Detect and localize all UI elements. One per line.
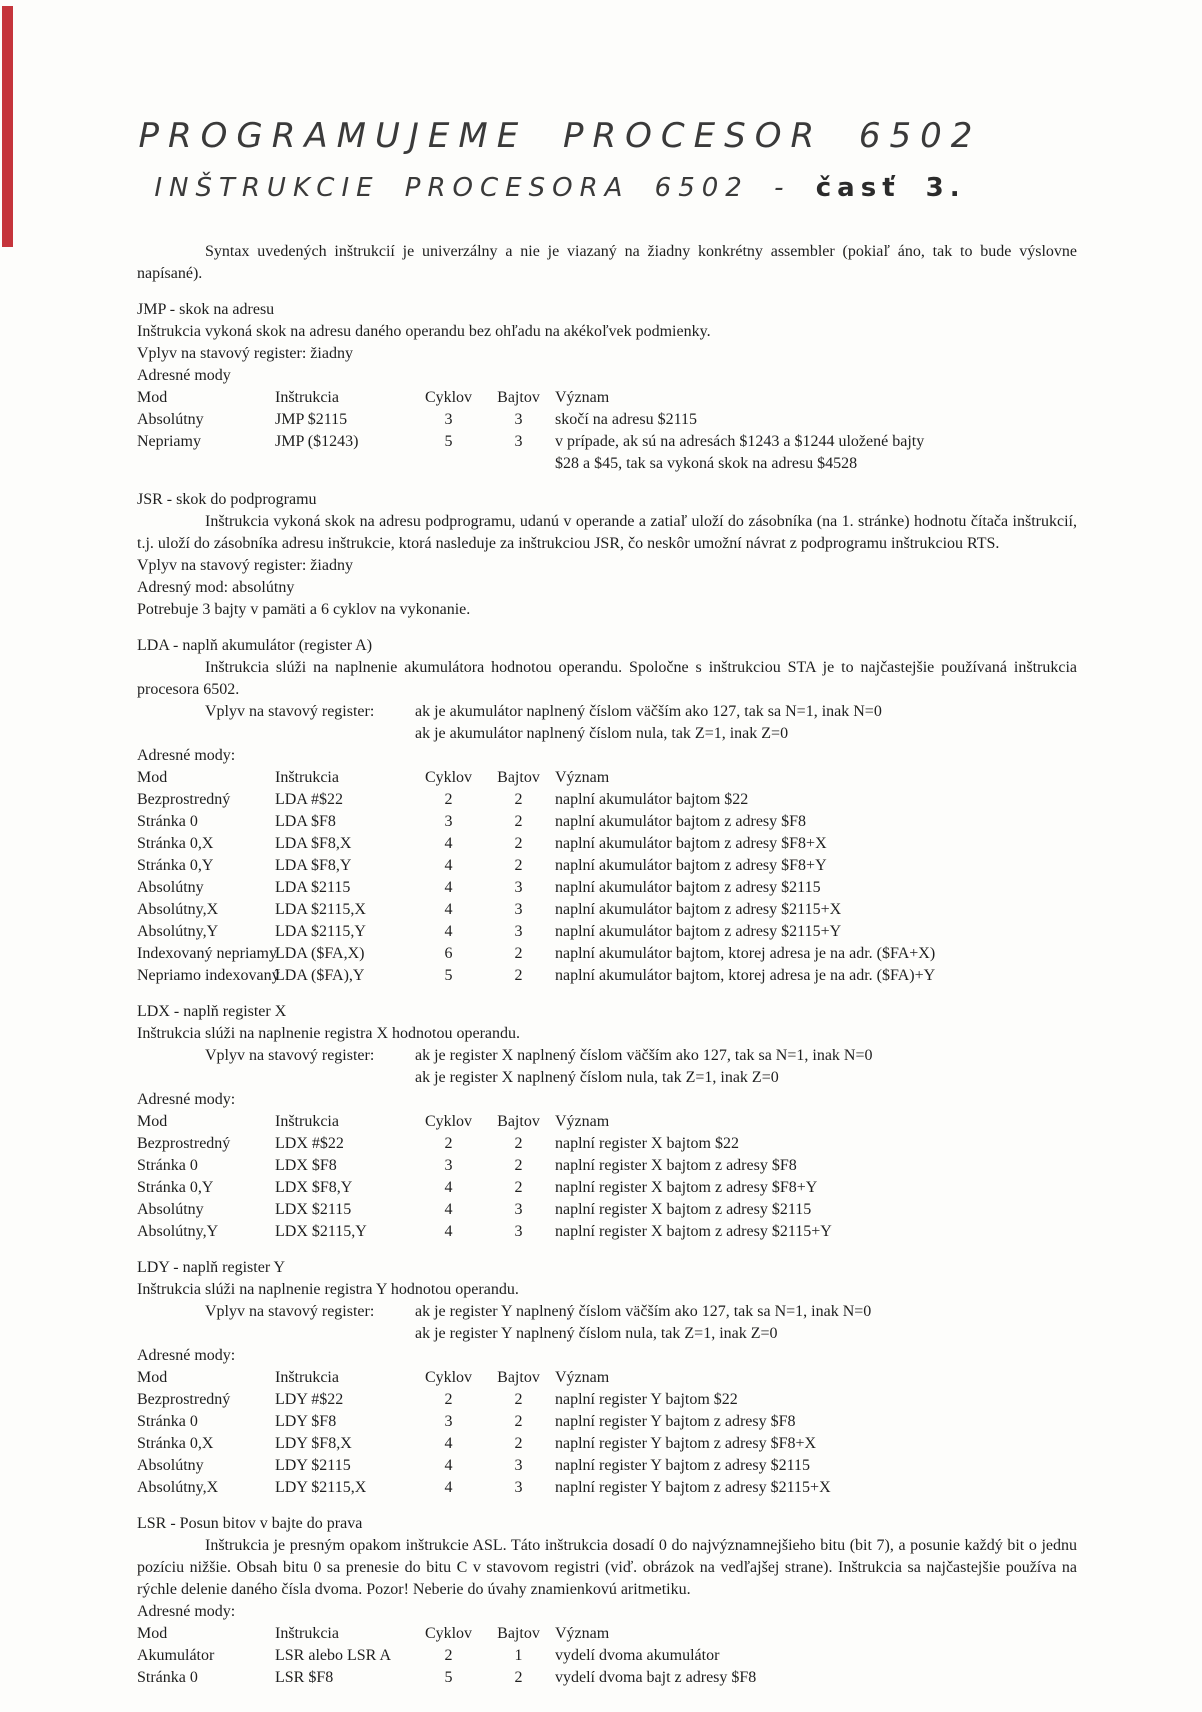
cell-mod: Absolútny,X <box>137 1479 219 1496</box>
cell-bytes: 3 <box>514 1457 523 1474</box>
cell-cycles: 4 <box>444 1179 453 1196</box>
paragraph: Inštrukcia je presným opakom inštrukcie ASL. Táto inštrukcia dosadí 0 do najvýznamnejšieho bitu (bit 7), a posunie každý bit o jednu pozíciu nižšie. Obsah bitu 0 sa prenesie do bitu C v stavovom registri (viď. obrázok na vedľajšej strane). Inštrukcia sa najčastejšie používa na rýchle delenie daného čísla dvoma. Pozor! Neberie do úvahy znamienkovú aritmetiku. <box>137 1537 1077 1598</box>
table-header-row <box>137 387 1077 409</box>
cell-mod: Indexovaný nepriamy <box>137 945 277 962</box>
meaning-line: naplní register Y bajtom z adresy $2115+X <box>555 1479 831 1496</box>
addressing-mode-table <box>137 1367 1077 1499</box>
cell-cycles: 3 <box>444 1157 453 1174</box>
cell-meaning <box>555 1133 1077 1155</box>
section-heading: LSR - Posun bitov v bajte do prava <box>137 1515 363 1532</box>
document-header <box>120 116 1060 203</box>
cell-bytes: 2 <box>514 1135 523 1152</box>
cell-bytes: 3 <box>514 433 523 450</box>
section-ldx <box>137 1001 1077 1243</box>
column-header: Význam <box>555 769 610 786</box>
intro-paragraph: Syntax uvedených inštrukcií je univerzálny a nie je viazaný na žiadny konkrétny assembler (pokiaľ áno, tak to bude výslovne napísané). <box>137 243 1077 282</box>
cell-instruction: LDY $F8,X <box>275 1435 352 1452</box>
column-header: Význam <box>555 1369 610 1386</box>
table-row <box>137 811 1077 833</box>
table-row <box>137 877 1077 899</box>
table-row <box>137 1455 1077 1477</box>
cell-meaning <box>555 1433 1077 1455</box>
cell-mod: Akumulátor <box>137 1647 215 1664</box>
cell-mod: Stránka 0 <box>137 1669 198 1686</box>
cell-cycles: 5 <box>444 967 453 984</box>
effects-list <box>415 1045 1077 1089</box>
cell-bytes: 2 <box>514 1413 523 1430</box>
table-row <box>137 965 1077 987</box>
cell-cycles: 4 <box>444 1201 453 1218</box>
cell-instruction: JMP ($1243) <box>275 433 359 450</box>
cell-instruction: LDX $F8,Y <box>275 1179 353 1196</box>
cell-mod: Stránka 0 <box>137 813 198 830</box>
cell-cycles: 4 <box>444 923 453 940</box>
cell-cycles: 6 <box>444 945 453 962</box>
section-heading: JSR - skok do podprogramu <box>137 491 317 508</box>
meaning-line: naplní akumulátor bajtom, ktorej adresa je na adr. ($FA)+Y <box>555 967 936 984</box>
column-header: Cyklov <box>424 1113 473 1130</box>
column-header: Bajtov <box>497 1625 540 1642</box>
meaning-line: vydelí dvoma akumulátor <box>555 1647 720 1664</box>
cell-meaning <box>555 899 1077 921</box>
table-header-row <box>137 1623 1077 1645</box>
effect-line: ak je register X naplnený číslom väčším ako 127, tak sa N=1, inak N=0 <box>415 1047 873 1064</box>
paragraph: Inštrukcia vykoná skok na adresu podprogramu, udanú v operande a zatiaľ uloží do zásobníka (na 1. stránke) hodnotu čítača inštrukcií, t.j. uloží do zásobníka adresu inštrukcie, ktorá nasleduje za inštrukciou JSR, čo neskôr umožní návrat z podprogramu inštrukciou RTS. <box>137 513 1077 552</box>
cell-mod: Absolútny <box>137 411 204 428</box>
table-row <box>137 855 1077 877</box>
cell-meaning <box>555 877 1077 899</box>
cell-cycles: 2 <box>444 1135 453 1152</box>
meaning-line: naplní akumulátor bajtom z adresy $F8 <box>555 813 807 830</box>
cell-meaning <box>555 855 1077 877</box>
cell-meaning <box>555 1477 1077 1499</box>
section-ldy <box>137 1257 1077 1499</box>
cell-meaning <box>555 1221 1077 1243</box>
meaning-line: naplní register Y bajtom z adresy $F8 <box>555 1413 796 1430</box>
cell-meaning <box>555 409 1077 431</box>
meaning-line: naplní register X bajtom z adresy $F8 <box>555 1157 797 1174</box>
effects-list <box>415 701 1077 745</box>
cell-mod: Absolútny <box>137 879 204 896</box>
cell-bytes: 3 <box>514 923 523 940</box>
cell-mod: Stránka 0,X <box>137 835 214 852</box>
cell-bytes: 3 <box>514 1479 523 1496</box>
cell-instruction: LDA #$22 <box>275 791 343 808</box>
document-title: PROGRAMUJEME PROCESOR 6502 <box>138 116 982 156</box>
cell-cycles: 4 <box>444 901 453 918</box>
section-jmp <box>137 299 1077 475</box>
status-register-effects <box>205 1045 1077 1089</box>
effect-line: ak je register Y naplnený číslom nula, tak Z=1, inak Z=0 <box>415 1325 778 1342</box>
cell-mod: Stránka 0,X <box>137 1435 214 1452</box>
cell-cycles: 5 <box>444 433 453 450</box>
cell-instruction: LDX $2115,Y <box>275 1223 367 1240</box>
addressing-mode-table <box>137 387 1077 475</box>
cell-cycles: 3 <box>444 813 453 830</box>
section-heading: LDA - naplň akumulátor (register A) <box>137 637 373 654</box>
cell-instruction: LDY $2115,X <box>275 1479 367 1496</box>
column-header: Mod <box>137 769 168 786</box>
cell-cycles: 2 <box>444 1647 453 1664</box>
column-header: Mod <box>137 1625 168 1642</box>
cell-bytes: 2 <box>514 1669 523 1686</box>
cell-meaning <box>555 1199 1077 1221</box>
meaning-line: naplní register Y bajtom $22 <box>555 1391 738 1408</box>
meaning-line: $28 a $45, tak sa vykoná skok na adresu $4528 <box>555 455 858 472</box>
cell-cycles: 4 <box>444 1457 453 1474</box>
effect-line: ak je register X naplnený číslom nula, tak Z=1, inak Z=0 <box>415 1069 779 1086</box>
cell-mod: Nepriamy <box>137 433 201 450</box>
table-row <box>137 1411 1077 1433</box>
column-header: Mod <box>137 389 168 406</box>
cell-meaning <box>555 943 1077 965</box>
column-header: Inštrukcia <box>275 769 339 786</box>
text-line: Vplyv na stavový register: žiadny <box>137 557 353 574</box>
table-row <box>137 1389 1077 1411</box>
cell-bytes: 3 <box>514 901 523 918</box>
cell-instruction: LDA $F8,Y <box>275 857 352 874</box>
column-header: Význam <box>555 1625 610 1642</box>
cell-cycles: 2 <box>444 1391 453 1408</box>
table-row <box>137 921 1077 943</box>
table-row <box>137 1477 1077 1499</box>
cell-bytes: 2 <box>514 1157 523 1174</box>
cell-instruction: LSR alebo LSR A <box>275 1647 392 1664</box>
red-margin-stripe <box>2 6 13 247</box>
column-header: Význam <box>555 1113 610 1130</box>
cell-instruction: LDX #$22 <box>275 1135 344 1152</box>
table-row <box>137 409 1077 431</box>
column-header: Cyklov <box>424 1625 473 1642</box>
paragraph: Inštrukcia slúži na naplnenie akumulátora hodnotou operandu. Spoločne s inštrukciou STA je to najčastejšie používaná inštrukcia procesora 6502. <box>137 659 1077 698</box>
cell-cycles: 5 <box>444 1669 453 1686</box>
cell-bytes: 2 <box>514 857 523 874</box>
effect-line: ak je akumulátor naplnený číslom väčším ako 127, tak sa N=1, inak N=0 <box>415 703 882 720</box>
meaning-line: naplní akumulátor bajtom z adresy $2115 <box>555 879 821 896</box>
column-header: Význam <box>555 389 610 406</box>
text-line: Adresný mod: absolútny <box>137 579 295 596</box>
meaning-line: vydelí dvoma bajt z adresy $F8 <box>555 1669 757 1686</box>
meaning-line: naplní akumulátor bajtom z adresy $F8+X <box>555 835 827 852</box>
cell-meaning <box>555 431 1077 475</box>
table-row <box>137 1155 1077 1177</box>
cell-mod: Absolútny,X <box>137 901 219 918</box>
table-row <box>137 899 1077 921</box>
cell-bytes: 2 <box>514 945 523 962</box>
section-heading: LDY - naplň register Y <box>137 1259 286 1276</box>
cell-meaning <box>555 1389 1077 1411</box>
cell-bytes: 3 <box>514 411 523 428</box>
cell-mod: Stránka 0 <box>137 1413 198 1430</box>
table-row <box>137 943 1077 965</box>
addressing-mode-table <box>137 767 1077 987</box>
cell-cycles: 4 <box>444 879 453 896</box>
cell-instruction: LDA $2115,Y <box>275 923 366 940</box>
status-register-label: Vplyv na stavový register: <box>205 1303 375 1320</box>
text-line: Adresné mody <box>137 367 231 384</box>
text-line: Adresné mody: <box>137 1603 236 1620</box>
cell-cycles: 2 <box>444 791 453 808</box>
status-register-label: Vplyv na stavový register: <box>205 1047 375 1064</box>
cell-instruction: JMP $2115 <box>275 411 348 428</box>
section-heading: LDX - naplň register X <box>137 1003 287 1020</box>
text-line: Vplyv na stavový register: žiadny <box>137 345 353 362</box>
table-row <box>137 1133 1077 1155</box>
cell-meaning <box>555 1177 1077 1199</box>
status-register-label: Vplyv na stavový register: <box>205 703 375 720</box>
column-header: Bajtov <box>497 1113 540 1130</box>
section-lda <box>137 635 1077 987</box>
column-header: Inštrukcia <box>275 1369 339 1386</box>
cell-cycles: 4 <box>444 835 453 852</box>
text-line: Adresné mody: <box>137 1091 236 1108</box>
cell-instruction: LDA $2115 <box>275 879 351 896</box>
section-lsr <box>137 1513 1077 1689</box>
meaning-line: naplní register X bajtom $22 <box>555 1135 739 1152</box>
cell-mod: Absolútny,Y <box>137 1223 219 1240</box>
cell-instruction: LDA ($FA),Y <box>275 967 365 984</box>
cell-mod: Nepriamo indexovaný <box>137 967 280 984</box>
cell-meaning <box>555 1411 1077 1433</box>
text-line: Adresné mody: <box>137 747 236 764</box>
column-header: Bajtov <box>497 389 540 406</box>
cell-bytes: 2 <box>514 1391 523 1408</box>
table-row <box>137 1199 1077 1221</box>
cell-bytes: 2 <box>514 791 523 808</box>
cell-meaning <box>555 921 1077 943</box>
addressing-mode-table <box>137 1111 1077 1243</box>
table-row <box>137 431 1077 475</box>
table-header-row <box>137 767 1077 789</box>
cell-instruction: LDY #$22 <box>275 1391 344 1408</box>
column-header: Inštrukcia <box>275 1113 339 1130</box>
cell-bytes: 2 <box>514 835 523 852</box>
document-body <box>137 241 1077 1689</box>
column-header: Inštrukcia <box>275 389 339 406</box>
section-heading: JMP - skok na adresu <box>137 301 275 318</box>
document-subtitle <box>120 173 1060 203</box>
cell-cycles: 4 <box>444 1479 453 1496</box>
cell-bytes: 1 <box>514 1647 523 1664</box>
cell-instruction: LDA ($FA,X) <box>275 945 365 962</box>
effects-list <box>415 1301 1077 1345</box>
meaning-line: naplní register X bajtom z adresy $2115 <box>555 1201 812 1218</box>
meaning-line: naplní akumulátor bajtom z adresy $2115+X <box>555 901 842 918</box>
cell-mod: Stránka 0,Y <box>137 1179 214 1196</box>
cell-meaning <box>555 811 1077 833</box>
meaning-line: naplní akumulátor bajtom $22 <box>555 791 749 808</box>
cell-meaning <box>555 1667 1077 1689</box>
cell-bytes: 3 <box>514 879 523 896</box>
meaning-line: skočí na adresu $2115 <box>555 411 698 428</box>
status-register-effects <box>205 1301 1077 1345</box>
meaning-line: naplní akumulátor bajtom, ktorej adresa je na adr. ($FA+X) <box>555 945 936 962</box>
cell-cycles: 4 <box>444 857 453 874</box>
cell-bytes: 2 <box>514 967 523 984</box>
cell-instruction: LDA $F8,X <box>275 835 352 852</box>
cell-mod: Absolútny,Y <box>137 923 219 940</box>
sections <box>137 299 1077 1689</box>
cell-bytes: 3 <box>514 1201 523 1218</box>
cell-instruction: LDY $2115 <box>275 1457 351 1474</box>
text-line: Adresné mody: <box>137 1347 236 1364</box>
column-header: Cyklov <box>424 1369 473 1386</box>
cell-cycles: 3 <box>444 411 453 428</box>
table-row <box>137 1667 1077 1689</box>
cell-mod: Absolútny <box>137 1201 204 1218</box>
text-line: Potrebuje 3 bajty v pamäti a 6 cyklov na vykonanie. <box>137 601 471 618</box>
cell-mod: Bezprostredný <box>137 791 231 808</box>
cell-mod: Stránka 0 <box>137 1157 198 1174</box>
table-row <box>137 1221 1077 1243</box>
addressing-mode-table <box>137 1623 1077 1689</box>
cell-meaning <box>555 789 1077 811</box>
cell-mod: Bezprostredný <box>137 1135 231 1152</box>
table-row <box>137 1645 1077 1667</box>
meaning-line: naplní register X bajtom z adresy $F8+Y <box>555 1179 818 1196</box>
text-line: Inštrukcia slúži na naplnenie registra Y hodnotou operandu. <box>137 1281 519 1298</box>
column-header: Inštrukcia <box>275 1625 339 1642</box>
subtitle-part: časť 3. <box>815 173 966 203</box>
column-header: Cyklov <box>424 389 473 406</box>
cell-instruction: LDA $2115,X <box>275 901 366 918</box>
cell-instruction: LSR $F8 <box>275 1669 334 1686</box>
cell-instruction: LDX $F8 <box>275 1157 337 1174</box>
column-header: Bajtov <box>497 1369 540 1386</box>
cell-meaning <box>555 1645 1077 1667</box>
effect-line: ak je akumulátor naplnený číslom nula, tak Z=1, inak Z=0 <box>415 725 789 742</box>
cell-bytes: 3 <box>514 1223 523 1240</box>
meaning-line: naplní akumulátor bajtom z adresy $F8+Y <box>555 857 827 874</box>
column-header: Cyklov <box>424 769 473 786</box>
cell-instruction: LDY $F8 <box>275 1413 337 1430</box>
meaning-line: naplní register Y bajtom z adresy $2115 <box>555 1457 811 1474</box>
section-jsr <box>137 489 1077 621</box>
table-row <box>137 789 1077 811</box>
column-header: Mod <box>137 1369 168 1386</box>
cell-meaning <box>555 965 1077 987</box>
column-header: Bajtov <box>497 769 540 786</box>
column-header: Mod <box>137 1113 168 1130</box>
subtitle-main: INŠTRUKCIE PROCESORA 6502 - <box>154 173 791 203</box>
cell-cycles: 4 <box>444 1223 453 1240</box>
table-header-row <box>137 1111 1077 1133</box>
meaning-line: naplní register Y bajtom z adresy $F8+X <box>555 1435 817 1452</box>
cell-cycles: 3 <box>444 1413 453 1430</box>
cell-instruction: LDX $2115 <box>275 1201 352 1218</box>
text-line: Inštrukcia slúži na naplnenie registra X hodnotou operandu. <box>137 1025 520 1042</box>
cell-cycles: 4 <box>444 1435 453 1452</box>
text-line: Inštrukcia vykoná skok na adresu daného operandu bez ohľadu na akékoľvek podmienky. <box>137 323 711 340</box>
effect-line: ak je register Y naplnený číslom väčším ako 127, tak sa N=1, inak N=0 <box>415 1303 872 1320</box>
cell-mod: Bezprostredný <box>137 1391 231 1408</box>
cell-bytes: 2 <box>514 1435 523 1452</box>
table-row <box>137 833 1077 855</box>
meaning-line: naplní akumulátor bajtom z adresy $2115+Y <box>555 923 842 940</box>
status-register-effects <box>205 701 1077 745</box>
cell-instruction: LDA $F8 <box>275 813 336 830</box>
table-row <box>137 1433 1077 1455</box>
meaning-line: naplní register X bajtom z adresy $2115+Y <box>555 1223 832 1240</box>
meaning-line: v prípade, ak sú na adresách $1243 a $1244 uložené bajty <box>555 433 925 450</box>
cell-meaning <box>555 833 1077 855</box>
cell-mod: Absolútny <box>137 1457 204 1474</box>
cell-bytes: 2 <box>514 813 523 830</box>
table-row <box>137 1177 1077 1199</box>
cell-meaning <box>555 1455 1077 1477</box>
cell-mod: Stránka 0,Y <box>137 857 214 874</box>
cell-meaning <box>555 1155 1077 1177</box>
table-header-row <box>137 1367 1077 1389</box>
cell-bytes: 2 <box>514 1179 523 1196</box>
